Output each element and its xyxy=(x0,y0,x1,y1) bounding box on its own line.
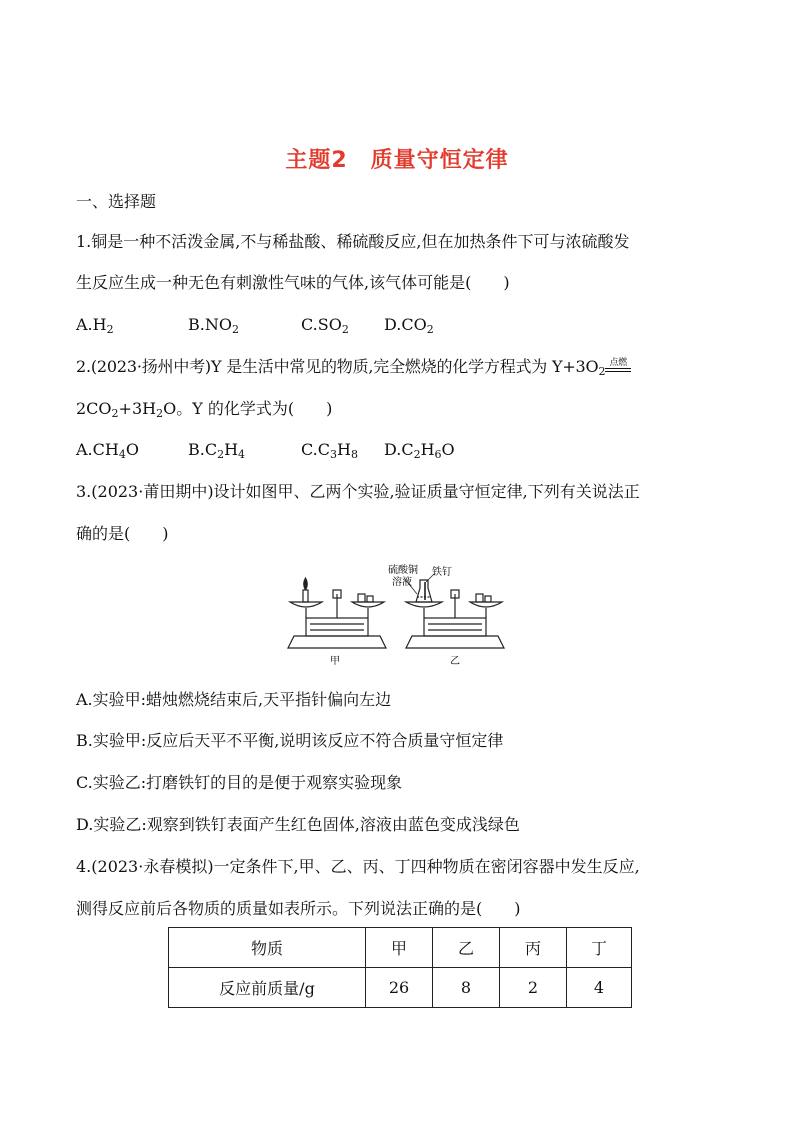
mass-table xyxy=(168,927,632,1008)
q1-option-b[interactable]: $B.NO_2$ xyxy=(188,315,239,336)
q2-option-c[interactable]: $C.C_3H_8$ xyxy=(301,440,358,461)
q2-option-d[interactable]: $D.C_2H_6O$ xyxy=(384,440,455,461)
table-row xyxy=(169,968,632,1008)
q1-option-d[interactable]: $D.CO_2$ xyxy=(384,315,434,336)
q2-option-a[interactable]: $A.CH_4O$ xyxy=(76,440,139,461)
table-header-cell: 丙 xyxy=(500,928,567,968)
q1-line1: 1.铜是一种不活泼金属,不与稀盐酸、稀硫酸反应,但在加热条件下可与浓硫酸发 xyxy=(76,232,630,251)
reaction-condition: 点燃 xyxy=(605,362,631,374)
q2-line2: $2CO_2+3H_2O$。Y 的化学式为( ) xyxy=(76,399,333,420)
q2-line1: 2.(2023·扬州中考)Y 是生活中常见的物质,完全燃烧的化学方程式为 $Y+3O_2$ 点燃 xyxy=(76,357,631,377)
balance-experiment-figure xyxy=(282,560,522,668)
q2-options xyxy=(76,440,676,460)
q1-options xyxy=(76,315,676,335)
q3-line1: 3.(2023·莆田期中)设计如图甲、乙两个实验,验证质量守恒定律,下列有关说法正 xyxy=(76,482,640,501)
balance-illustration xyxy=(282,560,522,668)
figure-label-jia: 甲 xyxy=(330,656,340,667)
table-header-row xyxy=(169,928,632,968)
table-header-cell: 甲 xyxy=(366,928,433,968)
table-header-cell: 物质 xyxy=(169,928,366,968)
q3-option-b[interactable]: B.实验甲:反应后天平不平衡,说明该反应不符合质量守恒定律 xyxy=(76,731,504,750)
q3-option-a[interactable]: A.实验甲:蜡烛燃烧结束后,天平指针偏向左边 xyxy=(76,690,392,709)
page-title: 主题2 质量守恒定律 xyxy=(285,148,509,173)
q4-line1: 4.(2023·永春模拟)一定条件下,甲、乙、丙、丁四种物质在密闭容器中发生反应, xyxy=(76,857,640,876)
q3-line2: 确的是( ) xyxy=(76,524,169,543)
table-header-cell: 丁 xyxy=(567,928,632,968)
figure-label-solution: 溶液 xyxy=(392,577,412,588)
q1-option-c[interactable]: $C.SO_2$ xyxy=(301,315,349,336)
q1-option-a[interactable]: $A.H_2$ xyxy=(76,315,114,336)
section-heading: 一、选择题 xyxy=(76,192,157,211)
q3-option-d[interactable]: D.实验乙:观察到铁钉表面产生红色固体,溶液由蓝色变成浅绿色 xyxy=(76,815,520,834)
figure-label-yi: 乙 xyxy=(450,656,460,667)
table-cell: 2 xyxy=(500,968,567,1008)
q2-option-b[interactable]: $B.C_2H_4$ xyxy=(188,440,246,461)
q3-option-c[interactable]: C.实验乙:打磨铁钉的目的是便于观察实验现象 xyxy=(76,773,403,792)
figure-label-cuso4: 硫酸铜 xyxy=(388,565,418,576)
q4-line2: 测得反应前后各物质的质量如表所示。下列说法正确的是( ) xyxy=(76,899,521,918)
table-cell: 反应前质量/g xyxy=(169,968,366,1008)
q1-line2: 生反应生成一种无色有刺激性气味的气体,该气体可能是( ) xyxy=(76,273,510,292)
table-cell: 26 xyxy=(366,968,433,1008)
table-cell: 4 xyxy=(567,968,632,1008)
figure-label-iron-nail: 铁钉 xyxy=(432,567,452,578)
table-cell: 8 xyxy=(433,968,500,1008)
table-header-cell: 乙 xyxy=(433,928,500,968)
